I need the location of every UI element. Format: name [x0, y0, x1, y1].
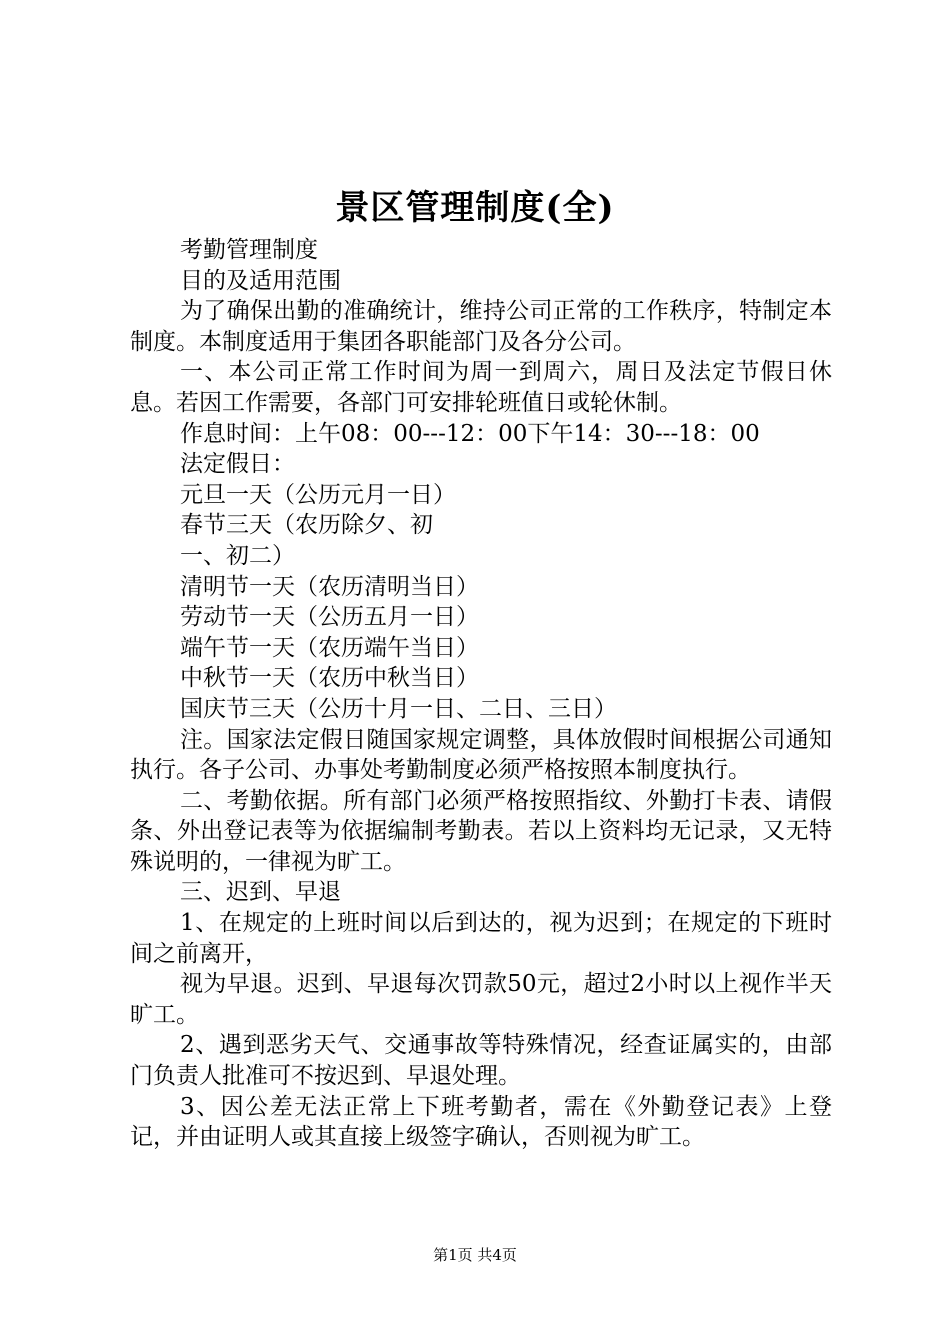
paragraph: 为了确保出勤的准确统计，维持公司正常的工作秩序，特制定本制度。本制度适用于集团各职能部门及各分公司。	[130, 298, 832, 355]
paragraph: 法定假日：	[180, 451, 295, 478]
paragraph: 视为早退。迟到、早退每次罚款50元，超过2小时以上视作半天旷工。	[130, 971, 832, 1028]
paragraph: 2、遇到恶劣天气、交通事故等特殊情况，经查证属实的，由部门负责人批准可不按迟到、早退处理。	[130, 1032, 832, 1090]
document-title: 景区管理制度(全)	[335, 188, 615, 228]
paragraph: 目的及适用范围	[180, 267, 341, 294]
document-body	[130, 235, 832, 1153]
paragraph: 三、迟到、早退	[180, 879, 341, 906]
paragraph: 清明节一天（农历清明当日）	[180, 573, 479, 600]
paragraph: 春节三天（农历除夕、初	[180, 512, 433, 539]
paragraph: 一、初二）	[180, 542, 295, 569]
paragraph: 二、考勤依据。所有部门必须严格按照指纹、外勤打卡表、请假条、外出登记表等为依据编制考勤表。若以上资料均无记录，又无特殊说明的，一律视为旷工。	[130, 787, 832, 875]
paragraph: 一、本公司正常工作时间为周一到周六，周日及法定节假日休息。若因工作需要，各部门可安排轮班值日或轮休制。	[130, 359, 832, 416]
paragraph: 国庆节三天（公历十月一日、二日、三日）	[180, 695, 617, 722]
paragraph: 劳动节一天（公历五月一日）	[180, 604, 479, 631]
paragraph: 注。国家法定假日随国家规定调整，具体放假时间根据公司通知执行。各子公司、办事处考勤制度必须严格按照本制度执行。	[130, 726, 832, 784]
paragraph: 考勤管理制度	[180, 237, 318, 263]
paragraph: 元旦一天（公历元月一日）	[180, 481, 456, 508]
paragraph: 3、因公差无法正常上下班考勤者，需在《外勤登记表》上登记，并由证明人或其直接上级签字确认，否则视为旷工。	[130, 1093, 832, 1151]
paragraph: 端午节一天（农历端午当日）	[180, 634, 479, 661]
paragraph: 1、在规定的上班时间以后到达的，视为迟到；在规定的下班时间之前离开，	[130, 910, 832, 967]
page-footer: 第1页 共4页	[433, 1246, 517, 1264]
paragraph: 作息时间：上午08：00---12：00下午14：30---18：00	[180, 420, 760, 447]
paragraph: 中秋节一天（农历中秋当日）	[180, 665, 479, 692]
